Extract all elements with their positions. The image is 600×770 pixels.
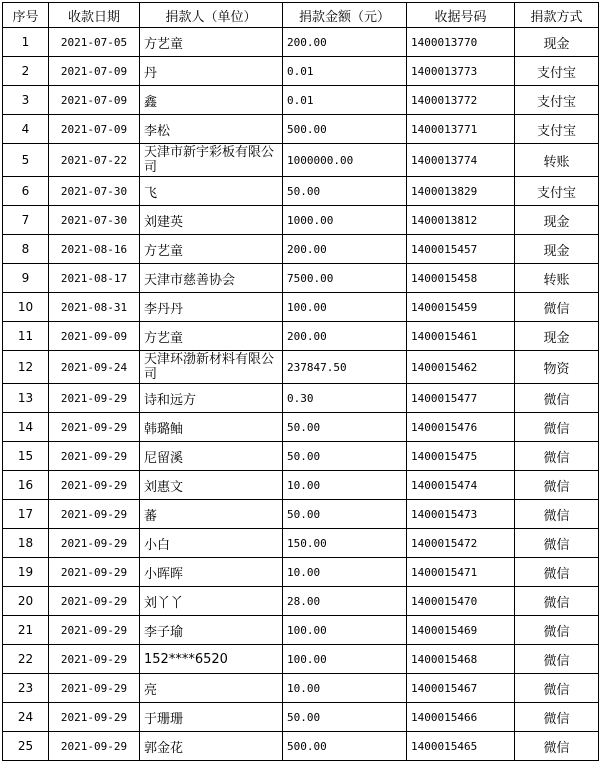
receipt-number-cell: 1400015466 xyxy=(407,703,515,732)
payment-method-cell: 微信 xyxy=(515,384,599,413)
table-row xyxy=(3,293,599,322)
header-receipt-number: 收据号码 xyxy=(407,3,515,28)
header-payment-method: 捐款方式 xyxy=(515,3,599,28)
table-row xyxy=(3,587,599,616)
payment-method-cell: 微信 xyxy=(515,293,599,322)
donor-cell: 飞 xyxy=(140,177,283,206)
donor-cell: 方艺童 xyxy=(140,235,283,264)
receipt-number-cell: 1400015475 xyxy=(407,442,515,471)
donor-cell: 蕃 xyxy=(140,500,283,529)
serial-number-cell: 25 xyxy=(3,732,49,761)
receipt-date-cell: 2021-09-29 xyxy=(49,703,140,732)
receipt-number-cell: 1400015476 xyxy=(407,413,515,442)
header-donor: 捐款人（单位） xyxy=(140,3,283,28)
receipt-number-cell: 1400013774 xyxy=(407,144,515,177)
donor-cell: 小白 xyxy=(140,529,283,558)
receipt-number-cell: 1400015459 xyxy=(407,293,515,322)
donor-cell: 尼留溪 xyxy=(140,442,283,471)
table-row xyxy=(3,177,599,206)
amount-cell: 50.00 xyxy=(283,703,407,732)
payment-method-cell: 微信 xyxy=(515,732,599,761)
receipt-number-cell: 1400015477 xyxy=(407,384,515,413)
receipt-date-cell: 2021-08-31 xyxy=(49,293,140,322)
donor-cell: 刘建英 xyxy=(140,206,283,235)
serial-number-cell: 16 xyxy=(3,471,49,500)
amount-cell: 0.01 xyxy=(283,57,407,86)
payment-method-cell: 现金 xyxy=(515,28,599,57)
serial-number-cell: 1 xyxy=(3,28,49,57)
header-row xyxy=(3,3,599,28)
payment-method-cell: 支付宝 xyxy=(515,115,599,144)
receipt-number-cell: 1400015468 xyxy=(407,645,515,674)
receipt-date-cell: 2021-08-16 xyxy=(49,235,140,264)
receipt-date-cell: 2021-07-09 xyxy=(49,86,140,115)
payment-method-cell: 现金 xyxy=(515,206,599,235)
donor-cell: 李丹丹 xyxy=(140,293,283,322)
donor-cell: 小晖晖 xyxy=(140,558,283,587)
header-serial-number: 序号 xyxy=(3,3,49,28)
receipt-number-cell: 1400015471 xyxy=(407,558,515,587)
receipt-number-cell: 1400015474 xyxy=(407,471,515,500)
payment-method-cell: 微信 xyxy=(515,703,599,732)
payment-method-cell: 微信 xyxy=(515,413,599,442)
donor-cell: 李松 xyxy=(140,115,283,144)
receipt-date-cell: 2021-09-29 xyxy=(49,529,140,558)
receipt-number-cell: 1400015462 xyxy=(407,351,515,384)
table-row xyxy=(3,57,599,86)
serial-number-cell: 18 xyxy=(3,529,49,558)
table-row xyxy=(3,413,599,442)
donor-cell: 郭金花 xyxy=(140,732,283,761)
amount-cell: 10.00 xyxy=(283,558,407,587)
payment-method-cell: 物资 xyxy=(515,351,599,384)
serial-number-cell: 20 xyxy=(3,587,49,616)
receipt-number-cell: 1400015467 xyxy=(407,674,515,703)
amount-cell: 1000.00 xyxy=(283,206,407,235)
receipt-date-cell: 2021-09-29 xyxy=(49,384,140,413)
serial-number-cell: 12 xyxy=(3,351,49,384)
table-row xyxy=(3,732,599,761)
header-receipt-date: 收款日期 xyxy=(49,3,140,28)
table-row xyxy=(3,235,599,264)
receipt-number-cell: 1400015458 xyxy=(407,264,515,293)
donor-cell: 天津市新宇彩板有限公司 xyxy=(140,144,283,177)
serial-number-cell: 15 xyxy=(3,442,49,471)
serial-number-cell: 8 xyxy=(3,235,49,264)
donor-cell: 刘丫丫 xyxy=(140,587,283,616)
amount-cell: 200.00 xyxy=(283,28,407,57)
table-row xyxy=(3,703,599,732)
receipt-number-cell: 1400013829 xyxy=(407,177,515,206)
amount-cell: 200.00 xyxy=(283,322,407,351)
amount-cell: 10.00 xyxy=(283,471,407,500)
table-row xyxy=(3,384,599,413)
payment-method-cell: 微信 xyxy=(515,645,599,674)
payment-method-cell: 现金 xyxy=(515,235,599,264)
donor-cell: 152****6520 xyxy=(140,645,283,674)
payment-method-cell: 微信 xyxy=(515,529,599,558)
amount-cell: 100.00 xyxy=(283,293,407,322)
serial-number-cell: 3 xyxy=(3,86,49,115)
receipt-date-cell: 2021-09-24 xyxy=(49,351,140,384)
receipt-number-cell: 1400013772 xyxy=(407,86,515,115)
receipt-date-cell: 2021-07-09 xyxy=(49,115,140,144)
amount-cell: 200.00 xyxy=(283,235,407,264)
payment-method-cell: 微信 xyxy=(515,587,599,616)
donor-cell: 天津环渤新材料有限公司 xyxy=(140,351,283,384)
payment-method-cell: 微信 xyxy=(515,616,599,645)
amount-cell: 10.00 xyxy=(283,674,407,703)
serial-number-cell: 11 xyxy=(3,322,49,351)
receipt-date-cell: 2021-09-29 xyxy=(49,732,140,761)
payment-method-cell: 支付宝 xyxy=(515,86,599,115)
serial-number-cell: 4 xyxy=(3,115,49,144)
receipt-date-cell: 2021-09-29 xyxy=(49,471,140,500)
table-row xyxy=(3,115,599,144)
payment-method-cell: 微信 xyxy=(515,558,599,587)
receipt-number-cell: 1400013771 xyxy=(407,115,515,144)
serial-number-cell: 9 xyxy=(3,264,49,293)
serial-number-cell: 19 xyxy=(3,558,49,587)
serial-number-cell: 5 xyxy=(3,144,49,177)
amount-cell: 7500.00 xyxy=(283,264,407,293)
table-row xyxy=(3,206,599,235)
table-row xyxy=(3,442,599,471)
serial-number-cell: 14 xyxy=(3,413,49,442)
donation-table-container xyxy=(2,2,599,761)
amount-cell: 100.00 xyxy=(283,616,407,645)
payment-method-cell: 微信 xyxy=(515,500,599,529)
donor-cell: 丹 xyxy=(140,57,283,86)
receipt-date-cell: 2021-09-29 xyxy=(49,413,140,442)
receipt-number-cell: 1400013770 xyxy=(407,28,515,57)
receipt-number-cell: 1400015473 xyxy=(407,500,515,529)
table-row xyxy=(3,28,599,57)
amount-cell: 28.00 xyxy=(283,587,407,616)
table-row xyxy=(3,86,599,115)
table-row xyxy=(3,322,599,351)
receipt-date-cell: 2021-09-29 xyxy=(49,587,140,616)
receipt-date-cell: 2021-09-29 xyxy=(49,558,140,587)
table-row xyxy=(3,558,599,587)
receipt-number-cell: 1400013812 xyxy=(407,206,515,235)
donor-cell: 于珊珊 xyxy=(140,703,283,732)
donor-cell: 李子瑜 xyxy=(140,616,283,645)
header-amount: 捐款金额（元） xyxy=(283,3,407,28)
payment-method-cell: 现金 xyxy=(515,322,599,351)
receipt-date-cell: 2021-07-09 xyxy=(49,57,140,86)
table-row xyxy=(3,645,599,674)
payment-method-cell: 转账 xyxy=(515,264,599,293)
table-row xyxy=(3,264,599,293)
receipt-date-cell: 2021-07-30 xyxy=(49,206,140,235)
payment-method-cell: 微信 xyxy=(515,442,599,471)
receipt-date-cell: 2021-09-09 xyxy=(49,322,140,351)
amount-cell: 50.00 xyxy=(283,442,407,471)
donor-cell: 刘惠文 xyxy=(140,471,283,500)
serial-number-cell: 21 xyxy=(3,616,49,645)
amount-cell: 0.01 xyxy=(283,86,407,115)
receipt-date-cell: 2021-09-29 xyxy=(49,674,140,703)
amount-cell: 50.00 xyxy=(283,177,407,206)
serial-number-cell: 10 xyxy=(3,293,49,322)
serial-number-cell: 2 xyxy=(3,57,49,86)
amount-cell: 500.00 xyxy=(283,732,407,761)
amount-cell: 100.00 xyxy=(283,645,407,674)
receipt-number-cell: 1400013773 xyxy=(407,57,515,86)
receipt-date-cell: 2021-09-29 xyxy=(49,500,140,529)
amount-cell: 0.30 xyxy=(283,384,407,413)
amount-cell: 50.00 xyxy=(283,500,407,529)
table-row xyxy=(3,351,599,384)
table-row xyxy=(3,471,599,500)
table-body xyxy=(3,28,599,761)
serial-number-cell: 17 xyxy=(3,500,49,529)
amount-cell: 150.00 xyxy=(283,529,407,558)
donation-table xyxy=(2,2,599,761)
table-row xyxy=(3,500,599,529)
receipt-number-cell: 1400015461 xyxy=(407,322,515,351)
donor-cell: 亮 xyxy=(140,674,283,703)
receipt-date-cell: 2021-09-29 xyxy=(49,442,140,471)
table-row xyxy=(3,529,599,558)
serial-number-cell: 7 xyxy=(3,206,49,235)
payment-method-cell: 支付宝 xyxy=(515,57,599,86)
payment-method-cell: 微信 xyxy=(515,471,599,500)
table-row xyxy=(3,674,599,703)
payment-method-cell: 支付宝 xyxy=(515,177,599,206)
serial-number-cell: 6 xyxy=(3,177,49,206)
amount-cell: 500.00 xyxy=(283,115,407,144)
receipt-date-cell: 2021-07-05 xyxy=(49,28,140,57)
payment-method-cell: 微信 xyxy=(515,674,599,703)
donor-cell: 方艺童 xyxy=(140,322,283,351)
payment-method-cell: 转账 xyxy=(515,144,599,177)
receipt-number-cell: 1400015469 xyxy=(407,616,515,645)
amount-cell: 50.00 xyxy=(283,413,407,442)
donor-cell: 天津市慈善协会 xyxy=(140,264,283,293)
serial-number-cell: 22 xyxy=(3,645,49,674)
table-row xyxy=(3,144,599,177)
serial-number-cell: 24 xyxy=(3,703,49,732)
serial-number-cell: 23 xyxy=(3,674,49,703)
receipt-number-cell: 1400015472 xyxy=(407,529,515,558)
receipt-number-cell: 1400015457 xyxy=(407,235,515,264)
receipt-date-cell: 2021-09-29 xyxy=(49,645,140,674)
donor-cell: 方艺童 xyxy=(140,28,283,57)
receipt-number-cell: 1400015465 xyxy=(407,732,515,761)
donor-cell: 韩璐鲉 xyxy=(140,413,283,442)
table-row xyxy=(3,616,599,645)
receipt-date-cell: 2021-07-30 xyxy=(49,177,140,206)
donor-cell: 诗和远方 xyxy=(140,384,283,413)
donor-cell: 鑫 xyxy=(140,86,283,115)
receipt-date-cell: 2021-08-17 xyxy=(49,264,140,293)
table-header xyxy=(3,3,599,28)
amount-cell: 237847.50 xyxy=(283,351,407,384)
serial-number-cell: 13 xyxy=(3,384,49,413)
receipt-number-cell: 1400015470 xyxy=(407,587,515,616)
receipt-date-cell: 2021-09-29 xyxy=(49,616,140,645)
amount-cell: 1000000.00 xyxy=(283,144,407,177)
receipt-date-cell: 2021-07-22 xyxy=(49,144,140,177)
